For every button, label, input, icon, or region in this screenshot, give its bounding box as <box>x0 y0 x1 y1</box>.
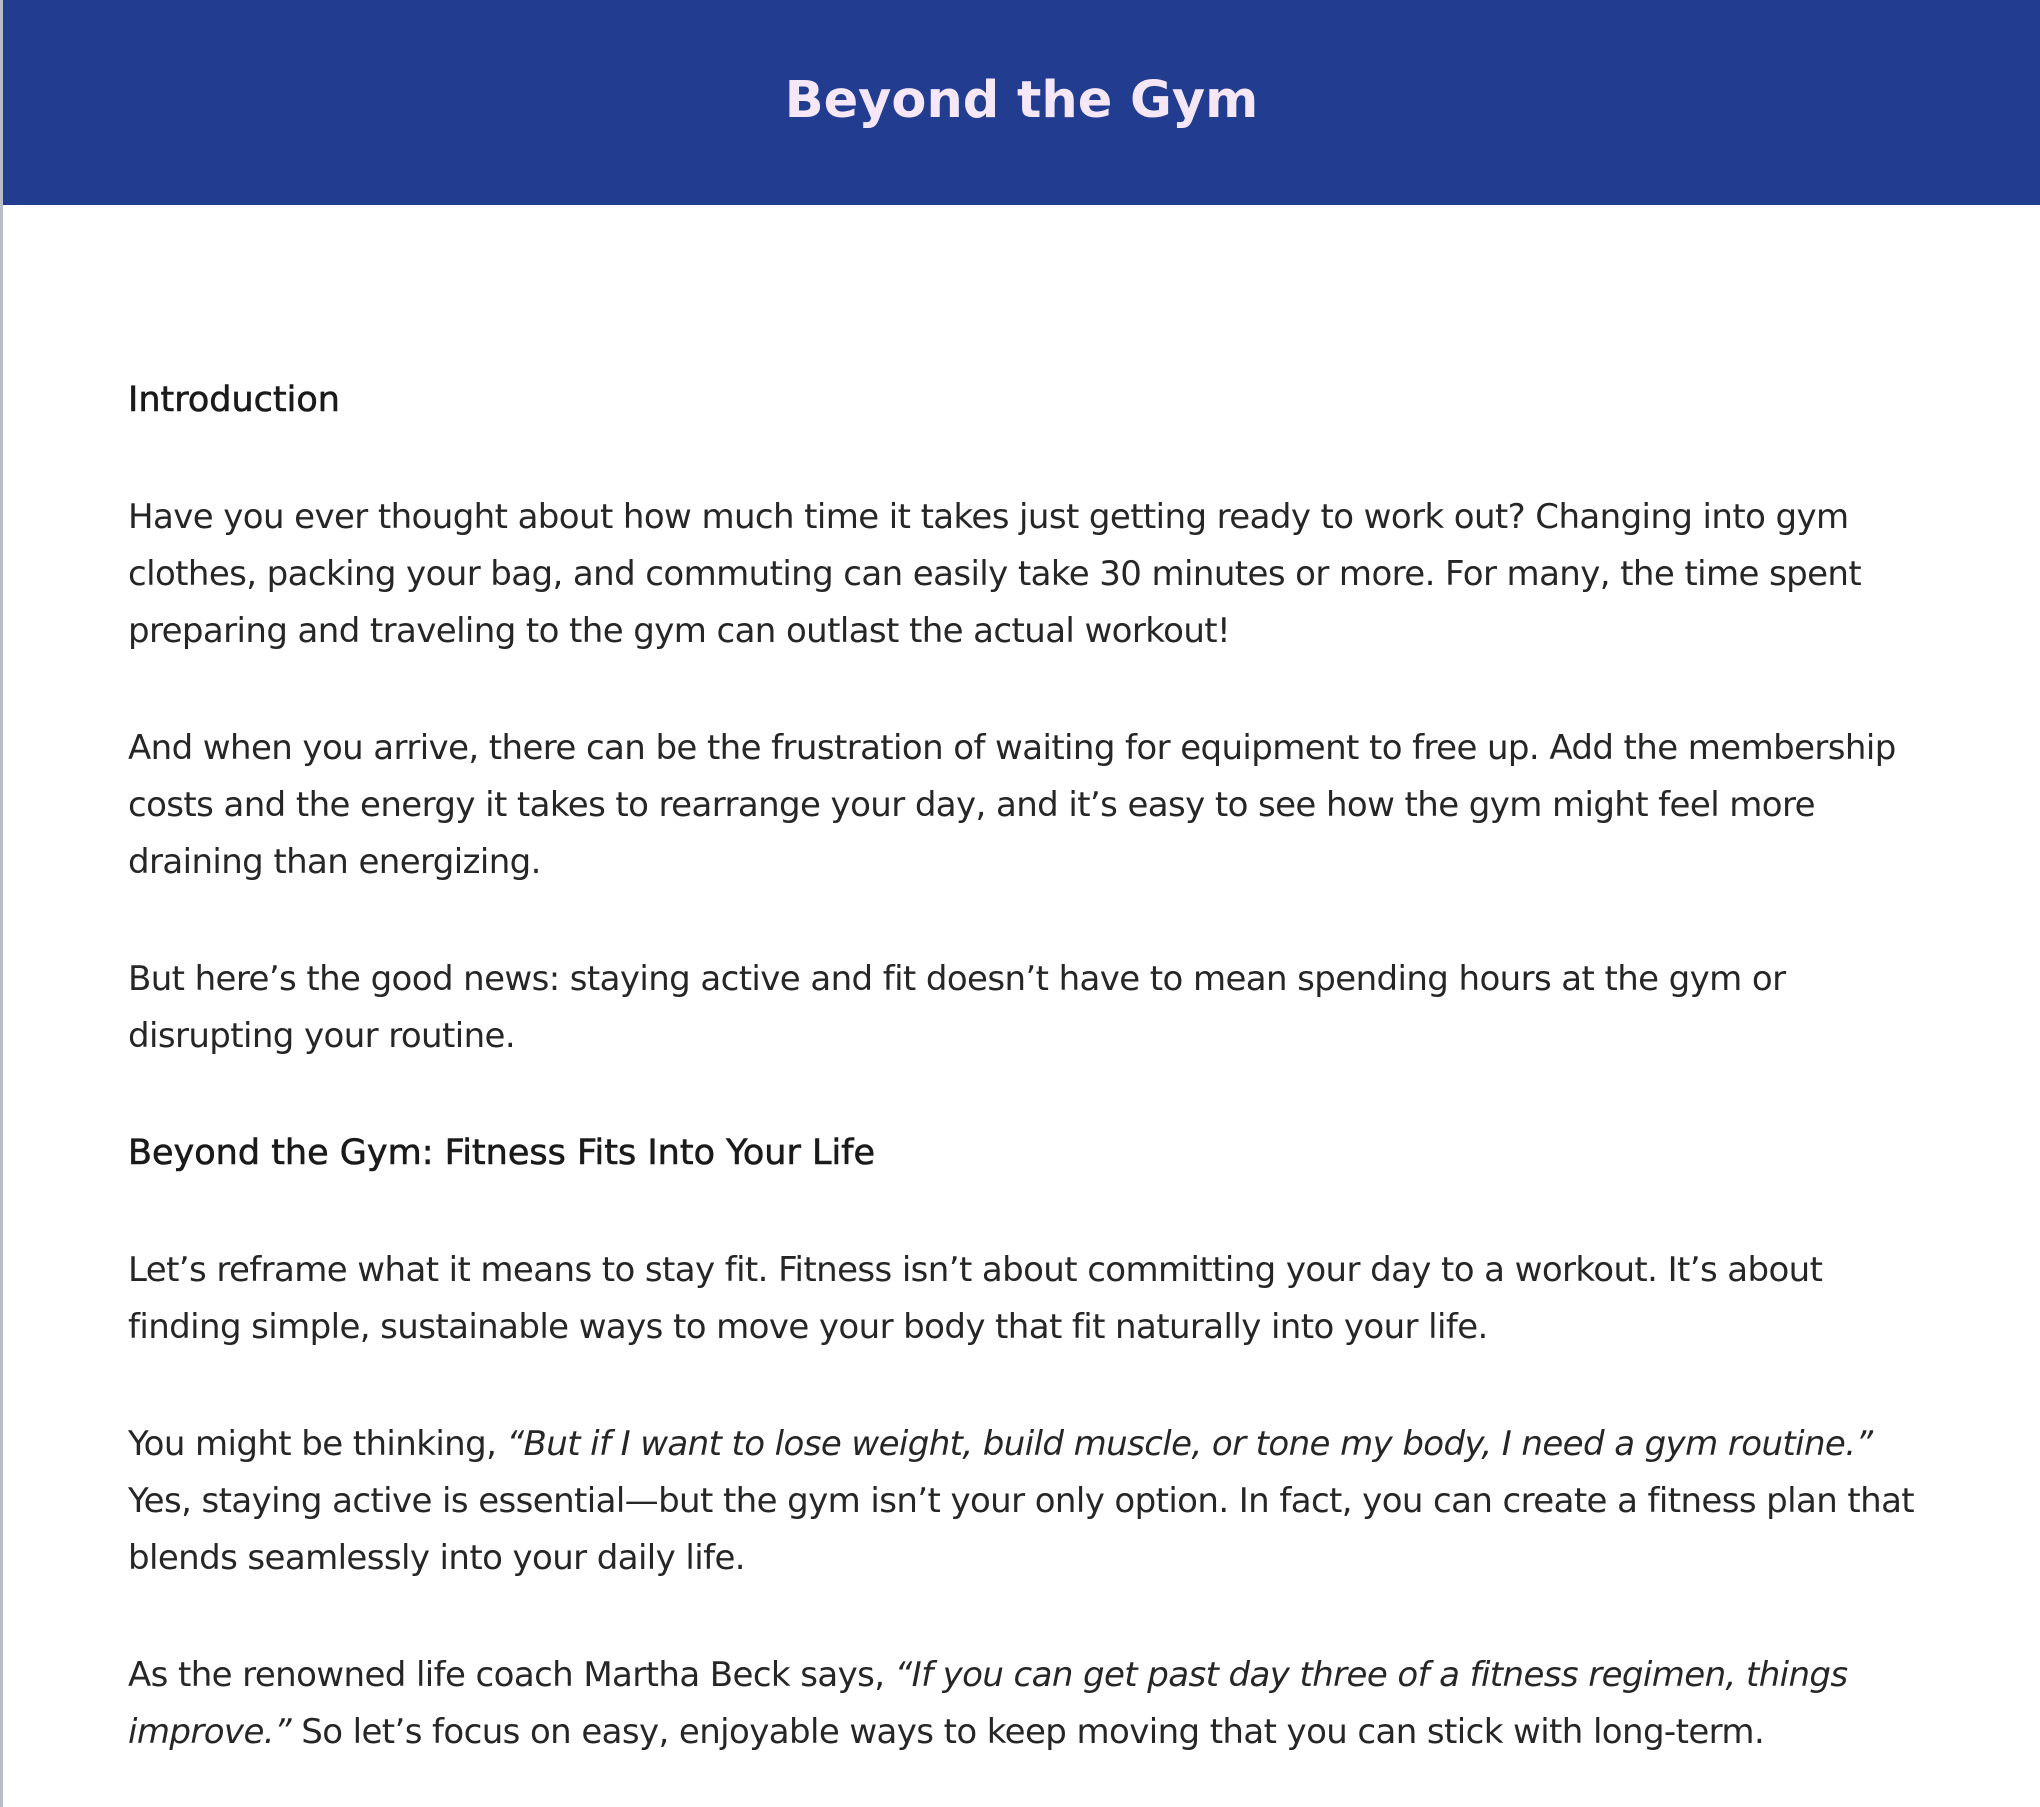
fitness-paragraph-2 <box>128 1416 1928 1587</box>
section-heading-introduction: Introduction <box>128 380 340 420</box>
page-left-border <box>0 0 3 1807</box>
page-title: Beyond the Gym <box>784 71 1259 130</box>
article-body <box>128 372 1928 1761</box>
fitness-paragraph-3 <box>128 1647 1928 1761</box>
fitness-paragraph-1: Let’s reframe what it means to stay fit. Fitness isn’t about committing your day to a workout. It’s about finding simple, sustainable ways to move your body that fit naturally into your life. <box>128 1250 1823 1347</box>
paragraph-lead-text: You might be thinking, <box>128 1424 507 1464</box>
intro-paragraph-2: And when you arrive, there can be the frustration of waiting for equipment to free up. Add the membership costs and the energy it takes to rearrange your day, and it’s easy to see how the gym might feel more draining than energizing. <box>128 728 1896 882</box>
paragraph-lead-text: As the renowned life coach Martha Beck says, <box>128 1655 895 1695</box>
intro-paragraph-3: But here’s the good news: staying active and fit doesn’t have to mean spending hours at the gym or disrupting your routine. <box>128 959 1786 1056</box>
martha-beck-quote: “If you can get past day three of a fitness regimen, things improve.” <box>128 1655 1848 1752</box>
section-heading-fitness: Beyond the Gym: Fitness Fits Into Your Life <box>128 1133 876 1173</box>
paragraph-rest-text: So let’s focus on easy, enjoyable ways to keep moving that you can stick with long-term. <box>291 1712 1765 1752</box>
header-banner <box>3 0 2040 205</box>
gym-routine-quote: “But if I want to lose weight, build muscle, or tone my body, I need a gym routine.” <box>506 1424 1873 1464</box>
intro-paragraph-1: Have you ever thought about how much time it takes just getting ready to work out? Changing into gym clothes, packing your bag, and commuting can easily take 30 minutes or more. For many, the time spent preparing and traveling to the gym can outlast the actual workout! <box>128 497 1862 651</box>
paragraph-rest-text: Yes, staying active is essential—but the gym isn’t your only option. In fact, you can create a fitness plan that blends seamlessly into your daily life. <box>128 1481 1915 1578</box>
